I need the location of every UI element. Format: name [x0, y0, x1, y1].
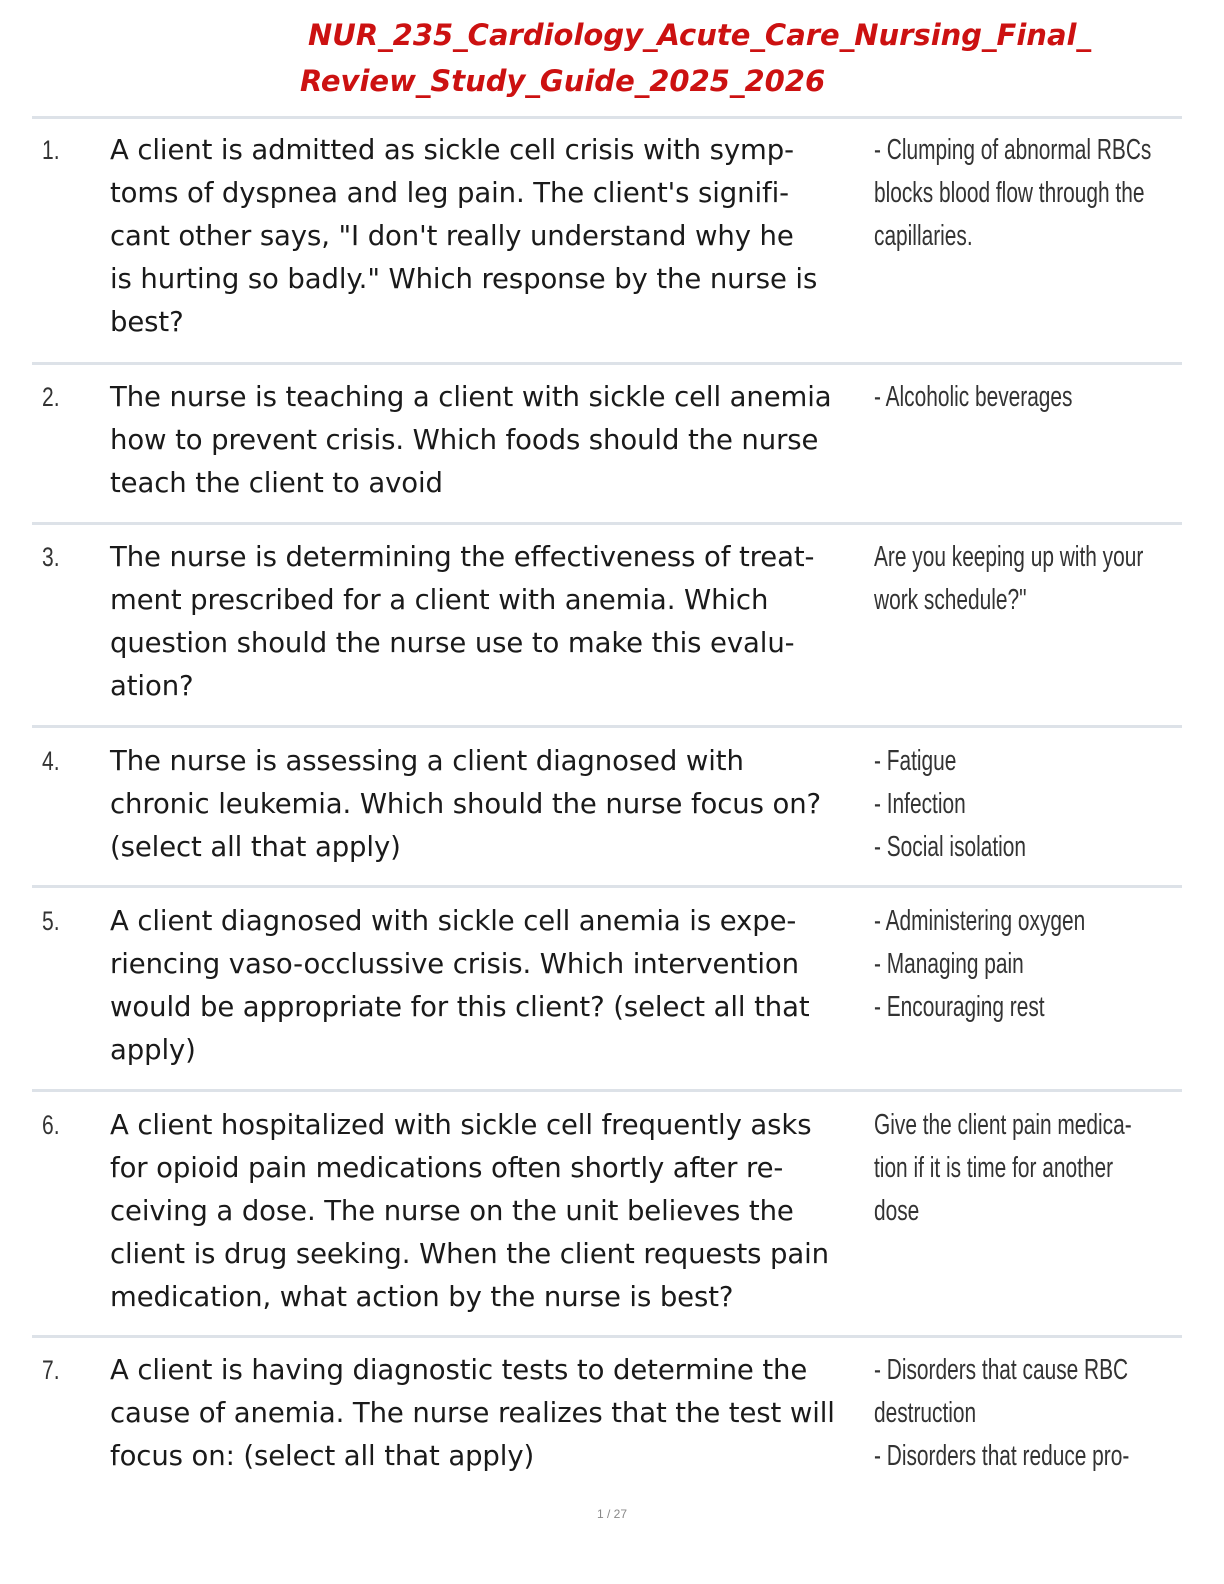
- question-line: toms of dyspnea and leg pain. The client's signifi-: [110, 177, 789, 209]
- question-line: client is drug seeking. When the client requests pain: [110, 1238, 830, 1270]
- answer-line: work schedule?": [874, 584, 1027, 616]
- divider: [32, 116, 1182, 119]
- card-answer: [874, 740, 1176, 869]
- question-line: would be appropriate for this client? (select all that: [110, 991, 810, 1023]
- question-line: how to prevent crisis. Which foods should the nurse: [110, 424, 819, 456]
- divider: [32, 1089, 1182, 1092]
- question-line: apply): [110, 1034, 196, 1066]
- question-line: A client diagnosed with sickle cell anemia is expe-: [110, 905, 797, 937]
- answer-line: dose: [874, 1195, 920, 1227]
- answer-line: - Managing pain: [874, 948, 1024, 980]
- card-number: 4.: [42, 746, 60, 776]
- question-line: ation?: [110, 670, 194, 702]
- question-line: riencing vaso-occlussive crisis. Which intervention: [110, 948, 799, 980]
- card-answer: [874, 536, 1176, 622]
- question-line: is hurting so badly." Which response by the nurse is: [110, 263, 818, 295]
- question-line: cause of anemia. The nurse realizes that the test will: [110, 1397, 835, 1429]
- divider: [32, 362, 1182, 365]
- divider: [32, 522, 1182, 525]
- answer-line: destruction: [874, 1397, 977, 1429]
- answer-line: capillaries.: [874, 220, 973, 252]
- question-line: (select all that apply): [110, 831, 401, 863]
- answer-line: tion if it is time for another: [874, 1152, 1114, 1184]
- card-answer: [874, 1349, 1176, 1478]
- document-title: [300, 12, 1180, 104]
- answer-line: - Infection: [874, 788, 966, 820]
- card-question: [110, 900, 870, 1072]
- question-line: A client hospitalized with sickle cell frequently asks: [110, 1109, 812, 1141]
- divider: [32, 1335, 1182, 1338]
- card-question: [110, 129, 870, 344]
- question-line: chronic leukemia. Which should the nurse focus on?: [110, 788, 822, 820]
- divider: [32, 885, 1182, 888]
- answer-line: - Disorders that cause RBC: [874, 1354, 1129, 1386]
- answer-line: - Alcoholic beverages: [874, 381, 1073, 413]
- card-answer: [874, 1104, 1176, 1233]
- page-indicator: 1 / 27: [596, 1507, 628, 1521]
- card-answer: [874, 376, 1176, 419]
- card-question: [110, 740, 870, 869]
- card-number: 3.: [42, 542, 60, 572]
- question-line: medication, what action by the nurse is best?: [110, 1281, 734, 1313]
- card-question: [110, 376, 870, 505]
- document-title-line-1: NUR_235_Cardiology_Acute_Care_Nursing_Final_: [308, 18, 1091, 52]
- question-line: A client is having diagnostic tests to determine the: [110, 1354, 808, 1386]
- answer-line: blocks blood flow through the: [874, 177, 1145, 209]
- card-answer: [874, 129, 1176, 258]
- answer-line: Give the client pain medica-: [874, 1109, 1132, 1141]
- question-line: A client is admitted as sickle cell crisis with symp-: [110, 134, 794, 166]
- card-answer: [874, 900, 1176, 1029]
- question-line: ceiving a dose. The nurse on the unit believes the: [110, 1195, 794, 1227]
- document-title-line-2: Review_Study_Guide_2025_2026: [300, 64, 826, 98]
- question-line: cant other says, "I don't really understand why he: [110, 220, 794, 252]
- card-question: [110, 1349, 870, 1478]
- card-number: 6.: [42, 1110, 60, 1140]
- answer-line: - Encouraging rest: [874, 991, 1045, 1023]
- answer-line: - Fatigue: [874, 745, 957, 777]
- question-line: The nurse is assessing a client diagnosed with: [110, 745, 744, 777]
- answer-line: - Disorders that reduce pro-: [874, 1440, 1130, 1472]
- answer-line: - Clumping of abnormal RBCs: [874, 134, 1152, 166]
- question-line: ment prescribed for a client with anemia. Which: [110, 584, 769, 616]
- answer-line: Are you keeping up with your: [874, 541, 1144, 573]
- question-line: question should the nurse use to make this evalu-: [110, 627, 795, 659]
- card-number: 2.: [42, 382, 60, 412]
- question-line: teach the client to avoid: [110, 467, 443, 499]
- card-number: 7.: [42, 1355, 60, 1385]
- card-number: 1.: [42, 135, 60, 165]
- card-number: 5.: [42, 906, 60, 936]
- question-line: The nurse is teaching a client with sickle cell anemia: [110, 381, 832, 413]
- question-line: focus on: (select all that apply): [110, 1440, 535, 1472]
- question-line: for opioid pain medications often shortly after re-: [110, 1152, 784, 1184]
- answer-line: - Administering oxygen: [874, 905, 1086, 937]
- card-question: [110, 1104, 870, 1319]
- divider: [32, 725, 1182, 728]
- answer-line: - Social isolation: [874, 831, 1027, 863]
- question-line: best?: [110, 306, 184, 338]
- card-question: [110, 536, 870, 708]
- question-line: The nurse is determining the effectiveness of treat-: [110, 541, 815, 573]
